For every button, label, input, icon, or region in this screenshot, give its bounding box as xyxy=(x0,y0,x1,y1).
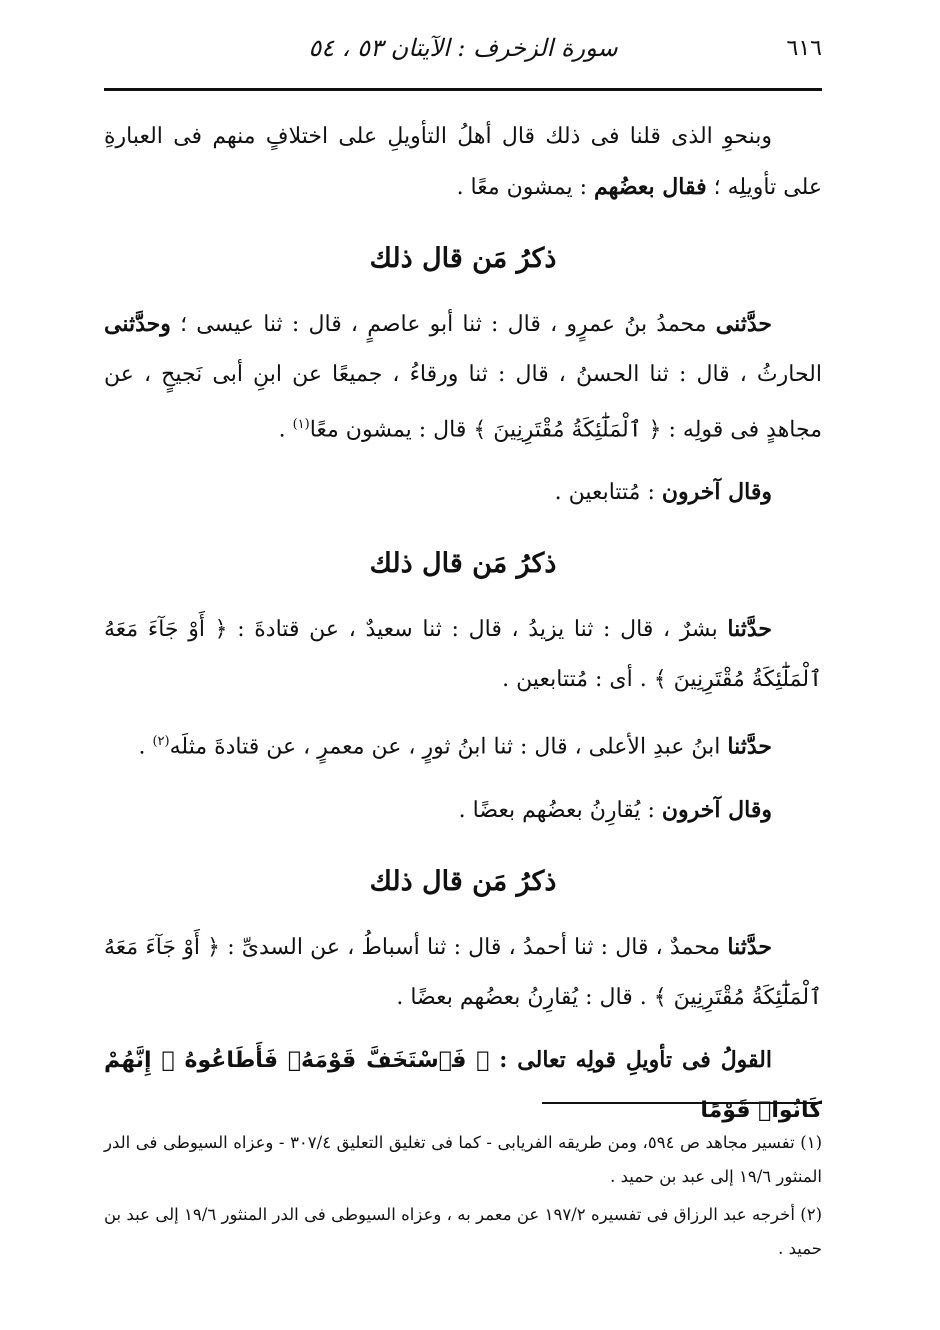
quran-verse: ﴿ فَٱسْتَخَفَّ قَوْمَهُۥ فَأَطَاعُوهُ ۚ إِنَّهُمْ كَانُوا۟ قَوْمًا xyxy=(104,1047,822,1123)
paragraph-opinion xyxy=(104,785,822,836)
paragraph-text: بشرٌ ، قال : ثنا يزيدُ ، قال : ثنا سعيدٌ ، عن قتادةَ : xyxy=(227,617,728,643)
footnote-2: (٢) أخرجه عبد الرزاق فى تفسيره ١٩٧/٢ عن معمر به ، وعزاه السيوطى فى الدر المنثور ١٩/٦ إلى عبد بن حميد . xyxy=(104,1205,823,1258)
paragraph-text: . xyxy=(278,417,293,443)
bold-phrase: حدَّثنا xyxy=(727,616,772,643)
bold-phrase: وقال آخرون xyxy=(661,479,772,506)
header-rule xyxy=(104,88,822,91)
paragraph-text: محمدٌ ، قال : ثنا أحمدُ ، قال : ثنا أسباطُ ، عن السدىِّ : xyxy=(220,934,728,960)
paragraph-narration xyxy=(104,604,822,705)
quran-verse: ﴿ أَوْ جَآءَ مَعَهُ ٱلْمَلَٰٓئِكَةُ مُقْتَرِنِينَ ﴾ xyxy=(104,617,822,693)
bold-phrase: وقال آخرون xyxy=(661,796,772,823)
footnote-marker: (١) xyxy=(292,417,310,432)
section-heading: ذكرُ مَن قال ذلك xyxy=(369,243,557,274)
paragraph-text: قال : يمشون معًا xyxy=(309,417,474,443)
footnote-1: (١) تفسير مجاهد ص ٥٩٤، ومن طريقه الفريابى - كما فى تغليق التعليق ٣٠٧/٤ - وعزاه السيوطى فى الدر المنثور ١٩/٦ إلى عبد بن حميد . xyxy=(104,1133,822,1186)
paragraph-commentary-heading xyxy=(104,1035,822,1136)
paragraph-narration xyxy=(104,299,822,455)
paragraph-text: : مُتتابعين . xyxy=(554,480,662,506)
section-heading: ذكرُ مَن قال ذلك xyxy=(369,865,557,897)
footnotes xyxy=(104,1126,822,1270)
paragraph-text: . قال : يُقارِنُ بعضُهم بعضًا . xyxy=(396,984,654,1010)
footnote-rule xyxy=(542,1102,822,1104)
paragraph-text: . أى : مُتتابعين . xyxy=(502,667,654,693)
page-header xyxy=(104,28,822,78)
bold-phrase: القولُ فى تأويلِ قولِه تعالى : xyxy=(489,1046,772,1073)
running-title: سورة الزخرف : الآيتان ٥٣ ، ٥٤ xyxy=(308,34,618,62)
paragraph-opinion xyxy=(104,467,822,518)
quran-verse: ﴿ أَوْ جَآءَ مَعَهُ ٱلْمَلَٰٓئِكَةُ مُقْتَرِنِينَ ﴾ xyxy=(104,934,822,1010)
paragraph-text: الحارثُ ، قال : ثنا الحسنُ ، قال : ثنا ورقاءُ ، جميعًا عن ابنِ أبى نَجيحٍ ، عن مجاهدٍ فى قولِه : xyxy=(104,362,822,443)
section-heading: ذكرُ مَن قال ذلك xyxy=(369,548,557,580)
bold-phrase: حدَّثنا xyxy=(727,733,772,760)
bold-phrase: حدَّثنى xyxy=(715,311,772,337)
paragraph-narration xyxy=(104,922,822,1023)
paragraph-intro xyxy=(104,112,822,213)
footnote-marker: (٢) xyxy=(152,734,170,750)
paragraph-narration xyxy=(104,717,822,772)
bold-phrase: حدَّثنا xyxy=(727,933,772,960)
paragraph-text: ابنُ عبدِ الأعلى ، قال : ثنا ابنُ ثورٍ ، عن معمرٍ ، عن قتادةَ مثلَه xyxy=(169,734,728,760)
paragraph-text: : يمشون معًا . xyxy=(456,175,595,200)
page-number: ٦١٦ xyxy=(786,36,822,61)
paragraph-text: وبنحوِ الذى قلنا فى ذلك قال أهلُ التأويلِ على اختلافٍ منهم فى العبارةِ على تأويلِه ؛ xyxy=(104,124,822,200)
paragraph-text: محمدُ بنُ عمرٍو ، قال : ثنا أبو عاصمٍ ، قال : ثنا عيسى ؛ xyxy=(170,312,716,337)
paragraph-text: . xyxy=(138,734,153,760)
paragraph-text: : يُقارِنُ بعضُهم بعضًا . xyxy=(458,797,662,823)
quran-verse: ﴿ ٱلْمَلَٰٓئِكَةُ مُقْتَرِنِينَ ﴾ xyxy=(473,417,662,443)
bold-phrase: وحدَّثنى xyxy=(104,311,171,337)
bold-phrase: فقال بعضُهم xyxy=(594,174,707,200)
main-text xyxy=(104,112,822,1148)
